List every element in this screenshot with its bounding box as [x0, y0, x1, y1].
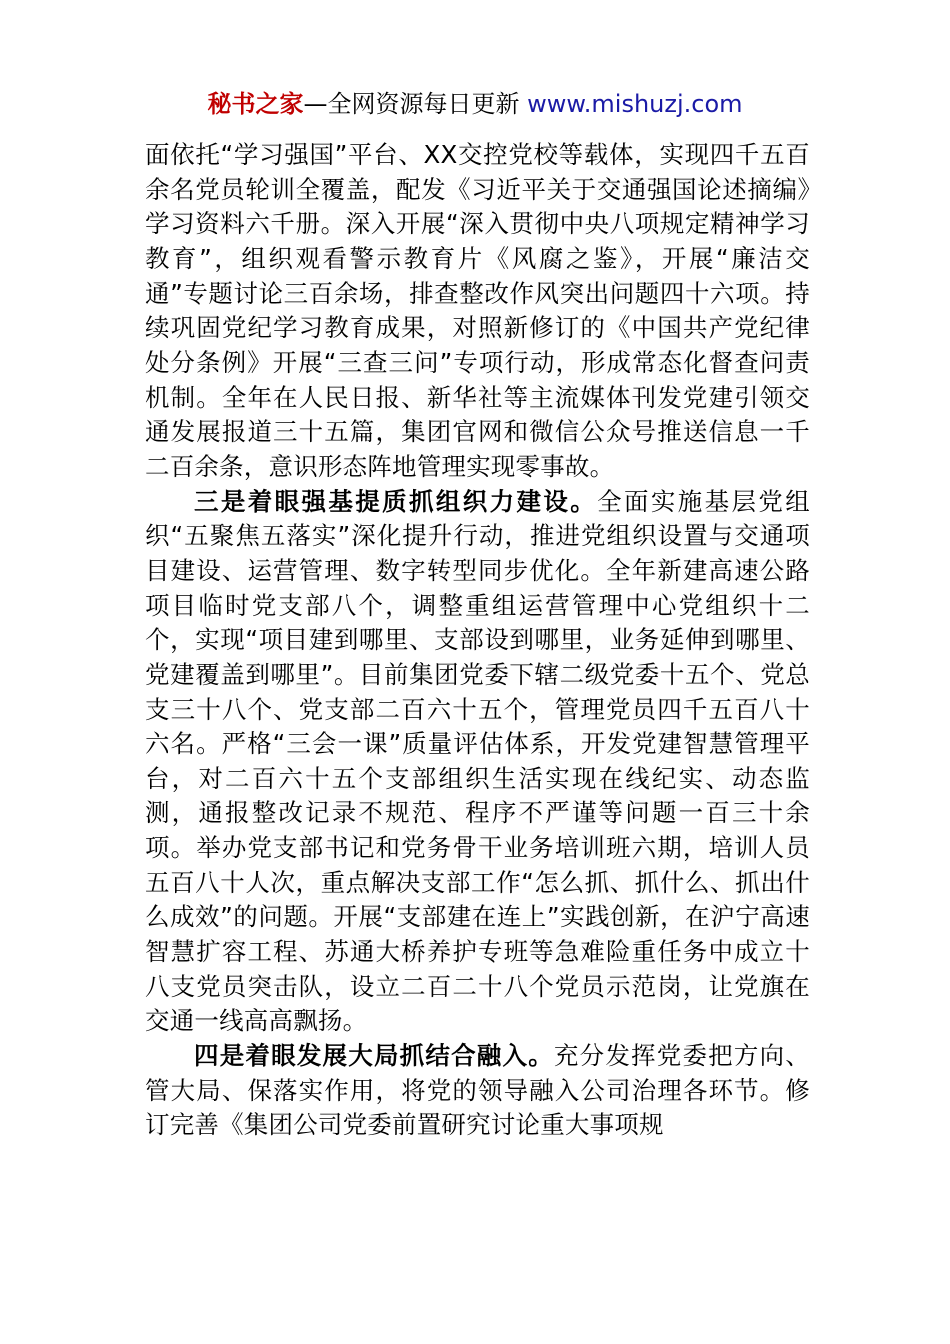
paragraph-text: 面依托“学习强国”平台、XX交控党校等载体，实现四千五百余名党员轮训全覆盖，配发《习近平关于交通强国论述摘编》学习资料六千册。深入开展“深入贯彻中央八项规定精神学习教育”，组织观看警示教育片《风腐之鉴》，开展“廉洁交通”专题讨论三百余场，排查整改作风突出问题四十六项。持续巩固党纪学习教育成果，对照新修订的《中国共产党纪律处分条例》开展“三查三问”专项行动，形成常态化督查问责机制。全年在人民日报、新华社等主流媒体刊发党建引领交通发展报道三十五篇，集团官网和微信公众号推送信息一千二百余条，意识形态阵地管理实现零事故。 [145, 140, 810, 481]
paragraph-text: 充分发挥党委把方向、管大局、保落实作用，将党的领导融入公司治理各环节。修订完善《集团公司党委前置研究讨论重大事项规 [145, 1041, 810, 1140]
paragraph-lead: 四是着眼发展大局抓结合融入。 [194, 1041, 554, 1071]
site-header [0, 86, 950, 122]
site-brand: 秘书之家 [207, 90, 304, 118]
paragraph-lead: 三是着眼强基提质抓组织力建设。 [194, 486, 598, 516]
site-tagline: —全网资源每日更新 [303, 90, 528, 118]
paragraph-2 [145, 485, 810, 1040]
document-body [145, 138, 810, 1143]
paragraph-text: 全面实施基层党组织“五聚焦五落实”深化提升行动，推进党组织设置与交通项目建设、运营管理、数字转型同步优化。全年新建高速公路项目临时党支部八个，调整重组运营管理中心党组织十二个，实现“项目建到哪里、支部设到哪里，业务延伸到哪里、党建覆盖到哪里”。目前集团党委下辖二级党委十五个、党总支三十八个、党支部二百六十五个，管理党员四千五百八十六名。严格“三会一课”质量评估体系，开发党建智慧管理平台，对二百六十五个支部组织生活实现在线纪实、动态监测，通报整改记录不规范、程序不严谨等问题一百三十余项。举办党支部书记和党务骨干业务培训班六期，培训人员五百八十人次，重点解决支部工作“怎么抓、抓什么、抓出什么成效”的问题。开展“支部建在连上”实践创新，在沪宁高速智慧扩容工程、苏通大桥养护专班等急难险重任务中成立十八支党员突击队，设立二百二十八个党员示范岗，让党旗在交通一线高高飘扬。 [145, 486, 810, 1036]
site-url-link[interactable]: www.mishuzj.com [527, 90, 743, 118]
paragraph-3 [145, 1039, 810, 1143]
paragraph-1 [145, 138, 810, 485]
